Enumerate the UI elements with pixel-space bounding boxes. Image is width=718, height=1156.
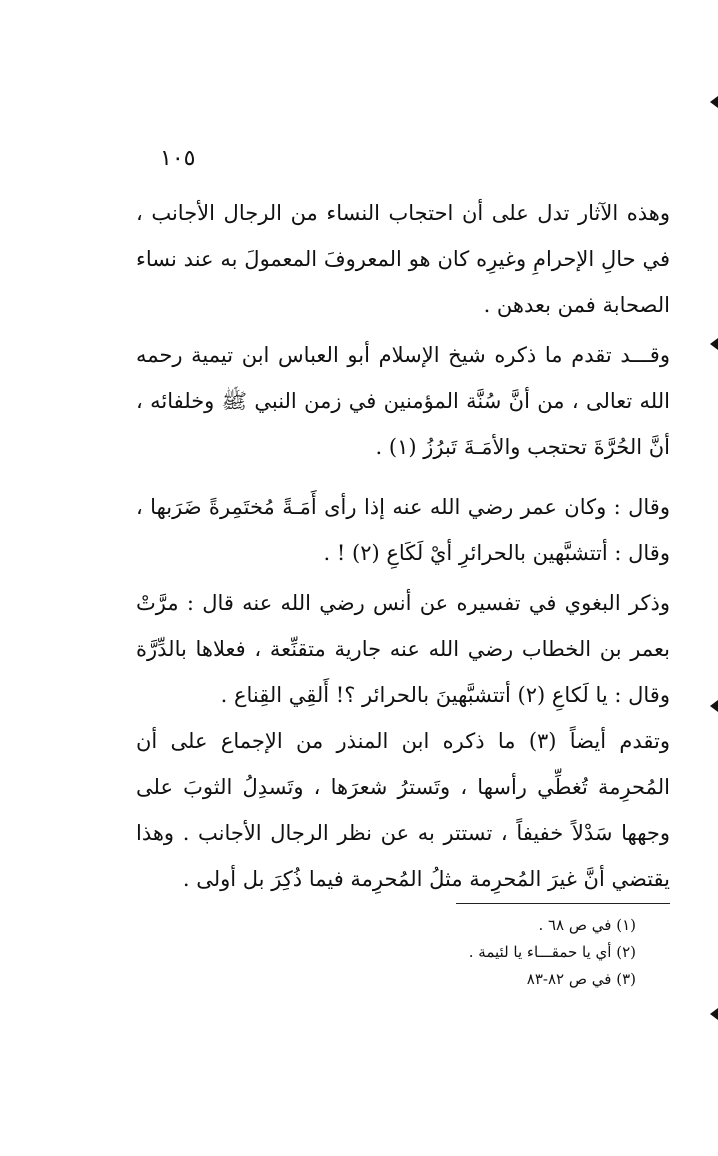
paragraph-text: وهذه الآثار تدل على أن احتجاب النساء من الرجال الأجانب ، في حالِ الإحرامِ وغيرِه كان هو المعروفَ المعمولَ به عند نساء الصحابة فمن بعدهن .	[136, 201, 670, 317]
page-edge-mark	[710, 1008, 718, 1020]
page-edge-mark	[710, 338, 718, 350]
paragraph-text: وذكر البغوي في تفسيره عن أنس رضي الله عنه قال : مرَّتْ بعمر بن الخطاب رضي الله عنه جارية متقنِّعة ، فعلاها بالدِّرَّة وقال : يا لَكاعِ (٢) أتتشبَّهينَ بالحرائر ؟! أَلقِي القِناع .	[136, 591, 670, 707]
paragraph-2	[136, 332, 670, 470]
paragraph-text: وتقدم أيضاً (٣) ما ذكره ابن المنذر من الإجماع على أن المُحرِمة تُغطِّي رأسها ، وتَسترُ شعرَها ، وتَسدِلُ الثوبَ على وجهها سَدْلاً خفيفاً ، تستتر به عن نظر الرجال الأجانب . وهذا يقتضي أنَّ غيرَ المُحرِمة مثلُ المُحرِمة فيما ذُكِرَ بل أولى .	[136, 729, 671, 891]
page-edge-mark	[710, 700, 718, 712]
paragraph-text: وقـــد تقدم ما ذكره شيخ الإسلام أبو العباس ابن تيمية رحمه الله تعالى ، من أنَّ سُنَّة المؤمنين في زمن النبي ﷺ وخلفائه ، أنَّ الحُرَّةَ تحتجب والأمَـةَ تَبرُزُ (١) .	[136, 343, 670, 459]
footnote-2: (٢) أي يا حمقـــاء يا لئيمة .	[468, 943, 636, 961]
paragraph-4	[136, 580, 670, 718]
footnote-1: (١) في ص ٦٨ .	[538, 916, 636, 934]
paragraph-1	[136, 190, 670, 328]
footnotes	[436, 912, 636, 993]
footnote-separator	[456, 903, 670, 904]
paragraph-3	[136, 484, 670, 576]
page-edge-mark	[710, 96, 718, 108]
footnote-3: (٣) في ص ٨٢-٨٣	[526, 970, 636, 988]
page-number: ١٠٥	[160, 146, 196, 171]
paragraph-text: وقال : وكان عمر رضي الله عنه إذا رأى أَمَـةً مُختَمِرةً ضَرَبها ، وقال : أتتشبَّهين بالحرائرِ أيْ لَكَاعِ (٢) ! .	[136, 495, 670, 565]
paragraph-5	[136, 718, 670, 902]
